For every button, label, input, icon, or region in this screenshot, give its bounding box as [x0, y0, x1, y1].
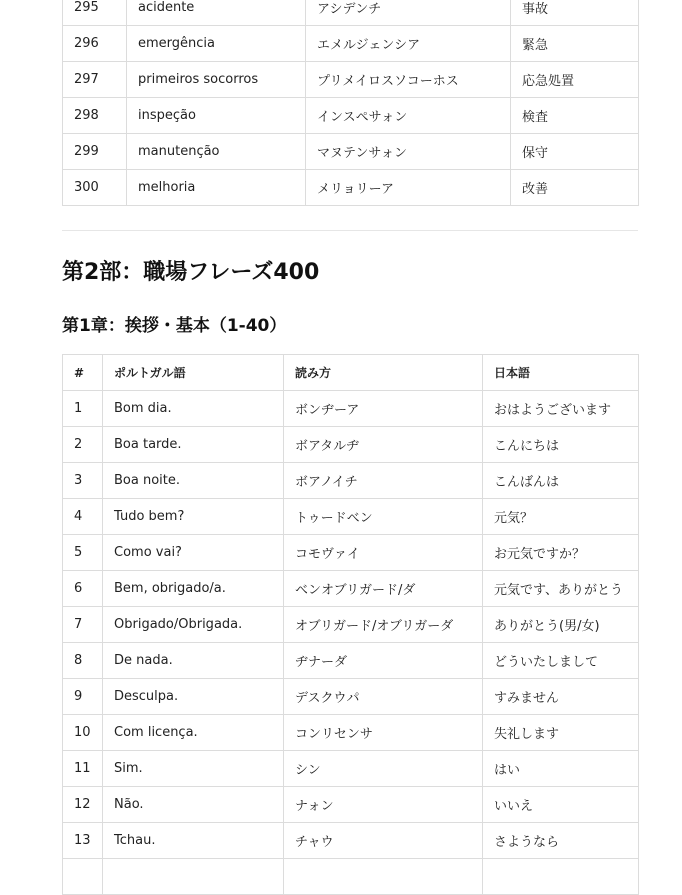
- cell-number: 297: [63, 62, 127, 98]
- cell-portuguese: Não.: [103, 787, 284, 823]
- cell-portuguese: Bom dia.: [103, 391, 284, 427]
- table-row: [63, 535, 639, 571]
- cell-reading: エメルジェンシア: [306, 26, 511, 62]
- cell-japanese: 応急処置: [511, 62, 639, 98]
- cell-japanese: はい: [483, 751, 639, 787]
- table-row: [63, 391, 639, 427]
- header-portuguese: ポルトガル語: [103, 355, 284, 391]
- cell-reading: マヌテンサォン: [306, 134, 511, 170]
- cell-japanese: こんばんは: [483, 463, 639, 499]
- cell-japanese: いいえ: [483, 787, 639, 823]
- cell-japanese: 元気です、ありがとう: [483, 571, 639, 607]
- header-japanese: 日本語: [483, 355, 639, 391]
- table-row: [63, 170, 639, 206]
- cell-reading: インスペサォン: [306, 98, 511, 134]
- cell-reading: アシデンチ: [306, 0, 511, 26]
- cell-number: 10: [63, 715, 103, 751]
- cell-reading: シン: [284, 751, 483, 787]
- cell-japanese: 失礼します: [483, 715, 639, 751]
- chapter-heading: 第1章：挨拶・基本（1-40）: [62, 316, 287, 336]
- cell-japanese: 改善: [511, 170, 639, 206]
- cell-japanese: すみません: [483, 679, 639, 715]
- phrase-table-header-row: [63, 355, 639, 391]
- cell-portuguese: [103, 859, 284, 895]
- cell-number: 298: [63, 98, 127, 134]
- cell-reading: チャウ: [284, 823, 483, 859]
- table-row: [63, 463, 639, 499]
- cell-reading: ヂナーダ: [284, 643, 483, 679]
- cell-number: 296: [63, 26, 127, 62]
- cell-number: 300: [63, 170, 127, 206]
- cell-japanese: こんにちは: [483, 427, 639, 463]
- section-divider: [62, 230, 638, 231]
- cell-number: 4: [63, 499, 103, 535]
- cell-portuguese: Boa tarde.: [103, 427, 284, 463]
- cell-portuguese: Tchau.: [103, 823, 284, 859]
- cell-reading: メリョリーア: [306, 170, 511, 206]
- cell-japanese: ありがとう(男/女): [483, 607, 639, 643]
- table-row: [63, 571, 639, 607]
- cell-japanese: 元気？: [483, 499, 639, 535]
- phrase-table: [62, 354, 639, 895]
- table-row: [63, 98, 639, 134]
- part-heading: 第2部：職場フレーズ400: [62, 260, 320, 285]
- cell-reading: [284, 859, 483, 895]
- table-row: [63, 26, 639, 62]
- cell-portuguese: inspeção: [127, 98, 306, 134]
- cell-reading: コモヴァイ: [284, 535, 483, 571]
- cell-number: 6: [63, 571, 103, 607]
- cell-reading: デスクウパ: [284, 679, 483, 715]
- cell-japanese: 事故: [511, 0, 639, 26]
- table-row: [63, 715, 639, 751]
- cell-number: 2: [63, 427, 103, 463]
- cell-portuguese: primeiros socorros: [127, 62, 306, 98]
- cell-japanese: 保守: [511, 134, 639, 170]
- table-row: [63, 643, 639, 679]
- cell-reading: ベンオブリガード/ダ: [284, 571, 483, 607]
- cell-japanese: どういたしまして: [483, 643, 639, 679]
- cell-number: 12: [63, 787, 103, 823]
- table-row: [63, 859, 639, 895]
- cell-japanese: 検査: [511, 98, 639, 134]
- table-row: [63, 0, 639, 26]
- cell-reading: トゥードベン: [284, 499, 483, 535]
- vocabulary-table: [62, 0, 639, 206]
- cell-portuguese: Bem, obrigado/a.: [103, 571, 284, 607]
- cell-portuguese: Sim.: [103, 751, 284, 787]
- table-row: [63, 427, 639, 463]
- cell-portuguese: Tudo bem?: [103, 499, 284, 535]
- cell-japanese: [483, 859, 639, 895]
- phrase-table-body: [63, 391, 639, 895]
- document-page: [62, 0, 638, 895]
- cell-japanese: お元気ですか？: [483, 535, 639, 571]
- cell-portuguese: Como vai?: [103, 535, 284, 571]
- cell-number: 295: [63, 0, 127, 26]
- cell-portuguese: acidente: [127, 0, 306, 26]
- cell-reading: ボアノイチ: [284, 463, 483, 499]
- cell-number: 8: [63, 643, 103, 679]
- table-row: [63, 62, 639, 98]
- cell-reading: ボアタルヂ: [284, 427, 483, 463]
- cell-portuguese: manutenção: [127, 134, 306, 170]
- cell-reading: ナォン: [284, 787, 483, 823]
- table-row: [63, 751, 639, 787]
- cell-reading: プリメイロスソコーホス: [306, 62, 511, 98]
- table-row: [63, 134, 639, 170]
- cell-number: 11: [63, 751, 103, 787]
- table-row: [63, 823, 639, 859]
- cell-portuguese: De nada.: [103, 643, 284, 679]
- cell-japanese: おはようございます: [483, 391, 639, 427]
- cell-number: 299: [63, 134, 127, 170]
- table-row: [63, 607, 639, 643]
- cell-number: 9: [63, 679, 103, 715]
- cell-number: [63, 859, 103, 895]
- cell-portuguese: Com licença.: [103, 715, 284, 751]
- header-reading: 読み方: [284, 355, 483, 391]
- cell-portuguese: Boa noite.: [103, 463, 284, 499]
- cell-portuguese: Desculpa.: [103, 679, 284, 715]
- vocabulary-table-body: [63, 0, 639, 206]
- cell-number: 5: [63, 535, 103, 571]
- cell-number: 13: [63, 823, 103, 859]
- cell-number: 7: [63, 607, 103, 643]
- cell-portuguese: emergência: [127, 26, 306, 62]
- table-row: [63, 679, 639, 715]
- cell-portuguese: melhoria: [127, 170, 306, 206]
- cell-reading: オブリガード/オブリガーダ: [284, 607, 483, 643]
- cell-reading: ボンヂーア: [284, 391, 483, 427]
- cell-reading: コンリセンサ: [284, 715, 483, 751]
- cell-number: 3: [63, 463, 103, 499]
- header-number: #: [63, 355, 103, 391]
- cell-portuguese: Obrigado/Obrigada.: [103, 607, 284, 643]
- table-row: [63, 787, 639, 823]
- table-row: [63, 499, 639, 535]
- cell-japanese: さようなら: [483, 823, 639, 859]
- cell-number: 1: [63, 391, 103, 427]
- cell-japanese: 緊急: [511, 26, 639, 62]
